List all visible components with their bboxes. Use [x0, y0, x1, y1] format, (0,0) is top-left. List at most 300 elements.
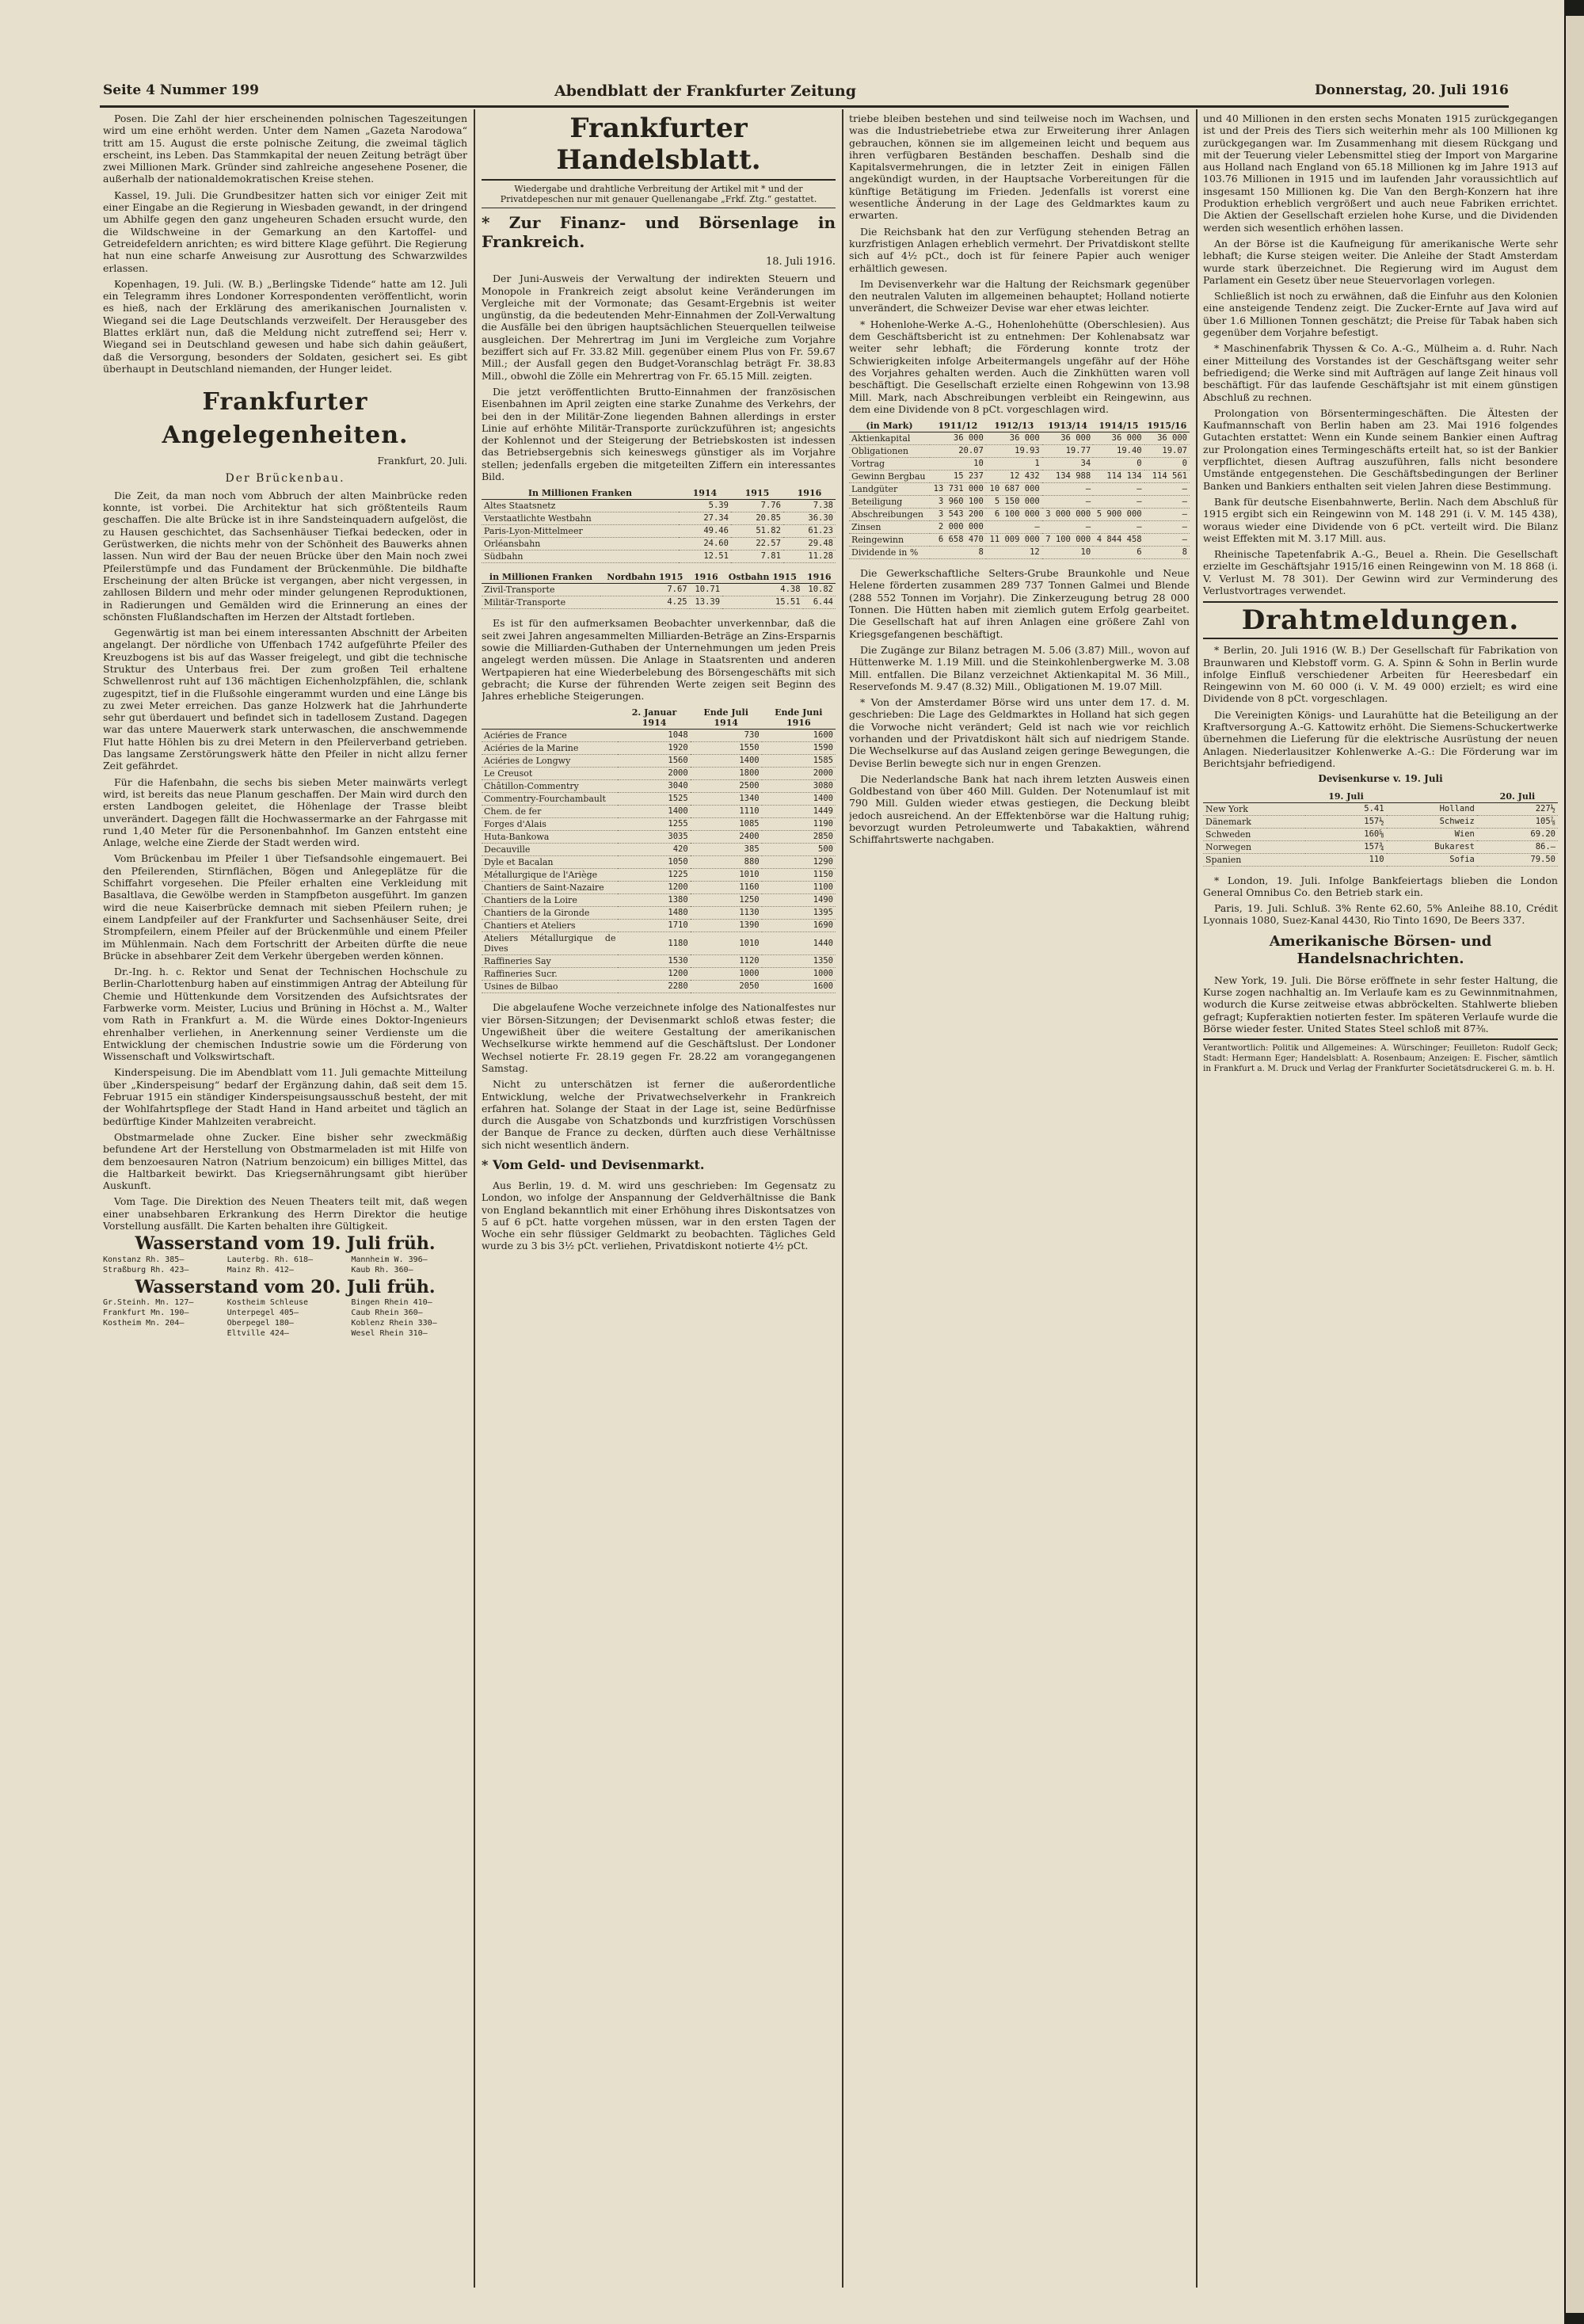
water-level-entry: Frankfurt Mn. 190—	[103, 1308, 189, 1317]
column-handelsblatt	[482, 112, 836, 2291]
table-cell: 1550	[691, 742, 762, 755]
row-label: Decauville	[482, 844, 618, 856]
table-cell: 6 658 470	[930, 534, 986, 547]
table-row	[849, 471, 1190, 483]
table-cell: 1600	[762, 730, 836, 742]
row-label: Usines de Bilbao	[482, 981, 618, 993]
table-cell: 15.51	[722, 596, 803, 609]
table-row	[1203, 828, 1558, 840]
page-number-header: Seite 4 Nummer 199	[103, 82, 259, 98]
table-body	[1203, 802, 1558, 866]
table-cell: 1010	[691, 932, 762, 955]
table-row	[482, 920, 836, 932]
table-cell: 3035	[618, 831, 690, 844]
table-cell: 1490	[762, 894, 836, 907]
water-level-heading: Wasserstand vom 19. Juli früh.	[135, 1233, 436, 1255]
table-cell: 8	[930, 547, 986, 559]
table-header: Ende Juni 1916	[762, 707, 836, 730]
table-cell: 1600	[762, 981, 836, 993]
water-level-entry: Unterpegel 405—	[227, 1308, 299, 1317]
table-cell: 3 000 000	[1042, 509, 1093, 521]
article-kopenhagen: Kopenhagen, 19. Juli. (W. B.) „Berlingske Tidende“ hatte am 12. Juli ein Telegramm ihres Londoner Korrespondenten veröffentlicht, worin es hieß, nach der Erklärung des amerikanischen Journalisten v. Wiegand sei die Lage Deutschlands verzweifelt. Der Herausgeber des Blattes erklärt nun, daß die Meldung nicht zutreffend sei; Herr v. Wiegand sei in Deutschland gewesen und habe sich dahin geäußert, daß die Versorgung, besonders der Soldaten, gesichert sei. Es gibt überhaupt in Deutschland niemanden, der Hunger leidet.	[103, 277, 467, 375]
row-label: Ateliers Métallurgique de Dives	[482, 932, 618, 955]
article-paragraph: Die Zeit, da man noch vom Abbruch der alten Mainbrücke reden konnte, ist vorbei. Die Architektur hat sich größtenteils Raum geschaffen. Die alte Brücke ist in ihre Sandsteinquadern aufgelöst, die zu Hausen geschichtet, das Sachsenhäuser Tiefkai bedecken, oder in Gerüstwerken, die nichts mehr von der Schönheit des Bauwerks ahnen lassen. Nun wird der Bau der neuen Brücke über den Main noch zwei Pfeilerstümpfe und das Fundament der Brückenmühle. Die bildhafte Erscheinung der alten Brücke ist vergangen, aber nicht vergessen, in zahllosen Bildern und mehr oder minder gelungenen Reproduktionen, in Radierungen und Gemälden wird die Erinnerung an eines der schönsten Flußlandschaften im Herzen der Altstadt fortleben.	[103, 489, 467, 623]
table-row	[849, 483, 1190, 496]
water-level-entry: Gr.Steinh. Mn. 127—	[103, 1297, 194, 1307]
row-label: Norwegen	[1203, 840, 1305, 853]
row-label: Chem. de fer	[482, 806, 618, 818]
table-cell: 5 150 000	[986, 496, 1042, 509]
water-level-entry: Wesel Rhein 310—	[351, 1328, 428, 1338]
table-cell: —	[1144, 483, 1190, 496]
railway-revenue-table	[482, 487, 836, 563]
table-cell: 19.77	[1042, 445, 1093, 458]
table-row	[482, 955, 836, 968]
table-row	[482, 907, 836, 920]
row-label: Reingewinn	[849, 534, 930, 547]
article-title: * Zur Finanz- und Börsenlage in Frankreich.	[482, 213, 836, 251]
table-cell: 2500	[691, 780, 762, 793]
telegram-item: New York, 19. Juli. Die Börse eröffnete in sehr fester Haltung, die Kurse zogen nachhaltig an. Im Verlaufe kam es zu Gewinnmitnahmen, wodurch die Kurse zeitweise etwas abbröckelten. Stahlwerte blieben gefragt; Kupferaktien notierten fester. Im späteren Verlaufe wurde die Börse wieder fester. United States Steel schloß mit 87⅜.	[1203, 973, 1558, 1034]
table-header: 1913/14	[1042, 420, 1093, 432]
table-cell: 1290	[762, 856, 836, 869]
column-rule	[474, 109, 475, 2288]
table-cell: 1010	[691, 869, 762, 882]
table-cell: 4 844 458	[1093, 534, 1144, 547]
table-cell: 11 009 000	[986, 534, 1042, 547]
table-row	[482, 932, 836, 955]
table-cell: 3 960 100	[930, 496, 986, 509]
article-paragraph: Aus Berlin, 19. d. M. wird uns geschrieben: Im Gegensatz zu London, wo infolge der Anspannung der Geldverhältnisse die Bank von England bekanntlich mit einer Erhöhung ihres Diskontsatzes von 5 auf 6 pCt. hatte vorgehen müssen, war in den ersten Tagen der Woche ein sehr flüssiger Geldmarkt zu beobachten. Tägliches Geld wurde zu 3 bis 3½ pCt. verliehen, Privatdiskont notierte 4½ pCt.	[482, 1179, 836, 1252]
table-header: 1916	[783, 487, 836, 500]
table-cell: —	[1144, 521, 1190, 534]
table-cell: 1200	[618, 882, 690, 894]
water-level-entry: Mannheim W. 396—	[351, 1255, 428, 1264]
row-label: Landgüter	[849, 483, 930, 496]
table-row	[849, 458, 1190, 471]
table-row	[849, 509, 1190, 521]
table-cell: 110	[1305, 853, 1386, 866]
table-header: 1912/13	[986, 420, 1042, 432]
table-header: 19. Juli	[1305, 791, 1386, 803]
article-paragraph: Vom Brückenbau im Pfeiler 1 über Tiefsandsohle eingemauert. Bei den Pfeilerenden, Stirnflächen, Bögen und Anlegeplätze für die Schiffahrt vorgesehen. Die Pfeiler erhalten eine Verkleidung mit Basaltlava, die Gewölbe werden in Stampfbeton ausgeführt. Im ganzen wird die neue Kaiserbrücke demnach mit sieben Pfeilern ruhen; je einem Landpfeiler auf der Frankfurter und Sachsenhäuser Seite, drei Strompfeilern, einem Pfeiler auf der Brückenmühle und einem Pfeiler im Mühlenmain. Nach dem Fortschritt der Arbeiten dürfte die neue Brücke in absehbarer Zeit dem Verkehr übergeben werden können.	[103, 852, 467, 962]
table-cell: 1200	[618, 968, 690, 981]
table-cell: 1255	[618, 818, 690, 831]
article-paragraph: Im Devisenverkehr war die Haltung der Reichsmark gegenüber den neutralen Valuten im allgemeinen behauptet; Holland notierte unverändert, die Schweizer Devise war eher etwas leichter.	[849, 277, 1190, 314]
table-row	[482, 780, 836, 793]
row-label: Abschreibungen	[849, 509, 930, 521]
table-cell: 7 100 000	[1042, 534, 1093, 547]
water-level-entry: Caub Rhein 360—	[351, 1308, 423, 1317]
table-cell: 3080	[762, 780, 836, 793]
table-row	[482, 768, 836, 780]
table-row	[482, 968, 836, 981]
table-cell: Holland	[1387, 802, 1477, 815]
table-cell: 86.—	[1477, 840, 1558, 853]
article-prolongation: Prolongation von Börsentermingeschäften. Die Ältesten der Kaufmannschaft von Berlin haben am 23. Mai 1916 folgendes Gutachten erstattet: Wenn ein Kunde seinem Bankier einen Auftrag zur Prolongation eines Termingeschäfts erteilt hat, so ist der Bankier verpflichtet, diesen Auftrag auszuführen, falls nicht besondere Umstände entgegenstehen. Die Geschäftsbedingungen der Berliner Banken und Bankiers enthalten seit vielen Jahren diese Bestimmung.	[1203, 406, 1558, 492]
row-label: Aciéries de France	[482, 730, 618, 742]
water-level-entry: Kaub Rh. 360—	[351, 1265, 413, 1274]
table-cell: 0	[1093, 458, 1144, 471]
article-thyssen: * Maschinenfabrik Thyssen & Co. A.-G., Mülheim a. d. Ruhr. Nach einer Mitteilung des Vorstandes ist der Geschäftsgang weiter sehr befriedigend; die Werke sind mit Aufträgen auf lange Zeit hinaus voll beschäftigt. Für das laufende Geschäftsjahr ist mit einem günstigen Abschluß zu rechnen.	[1203, 342, 1558, 403]
row-label: Südbahn	[482, 551, 679, 563]
table-header: in Millionen Franken	[482, 571, 600, 584]
table-cell: 10	[930, 458, 986, 471]
table-cell: 36 000	[1144, 432, 1190, 445]
water-level-table	[103, 1255, 467, 1275]
table-cell: 5 900 000	[1093, 509, 1144, 521]
table-cell: 1400	[691, 755, 762, 768]
table-cell: 1800	[691, 768, 762, 780]
water-level-entry: Oberpegel 180—	[227, 1318, 294, 1328]
row-label: Dyle et Bacalan	[482, 856, 618, 869]
row-label: Altes Staatsnetz	[482, 500, 679, 512]
telegram-item: * London, 19. Juli. Infolge Bankfeiertags blieben die London General Omnibus Co. den Betrieb stark ein.	[1203, 874, 1558, 898]
table-cell: 2000	[618, 768, 690, 780]
table-header: 1911/12	[930, 420, 986, 432]
table-cell: 10	[1042, 547, 1093, 559]
row-label: Métallurgique de l'Ariège	[482, 869, 618, 882]
table-cell: 36 000	[1093, 432, 1144, 445]
table-cell: 730	[691, 730, 762, 742]
row-label: Spanien	[1203, 853, 1305, 866]
table-row	[849, 547, 1190, 559]
handelsblatt-title: Frankfurter Handelsblatt.	[482, 112, 836, 181]
table-row	[482, 981, 836, 993]
table-header: 1914/15	[1093, 420, 1144, 432]
table-row	[849, 534, 1190, 547]
table-row	[482, 525, 836, 538]
dateline: Frankfurt, 20. Juli.	[377, 455, 467, 467]
table-cell: 20.85	[731, 512, 783, 525]
table-cell: 1050	[618, 856, 690, 869]
table-cell: 8	[1144, 547, 1190, 559]
table-cell: 13.39	[690, 596, 722, 609]
row-label: Commentry-Fourchambault	[482, 793, 618, 806]
article-paragraph: Die abgelaufene Woche verzeichnete infolge des Nationalfestes nur vier Börsen-Sitzungen; der Devisenmarkt schloß etwas fester; die Ungewißheit über die weitere Gestaltung der amerikanischen Wechselkurse wirkte hemmend auf die Geschäftslust. Der Londoner Wechsel notierte Fr. 28.19 gegen Fr. 28.22 am vorangegangenen Samstag.	[482, 1001, 836, 1074]
table-cell: Bukarest	[1387, 840, 1477, 853]
table-row	[1203, 853, 1558, 866]
water-level-heading: Wasserstand vom 20. Juli früh.	[135, 1276, 436, 1297]
row-label: Chantiers et Ateliers	[482, 920, 618, 932]
table-cell: 7.67	[600, 584, 690, 596]
table-cell: 1150	[762, 869, 836, 882]
table-cell: 4.38	[722, 584, 803, 596]
table-cell: 500	[762, 844, 836, 856]
table-cell: 36 000	[930, 432, 986, 445]
table-row	[482, 584, 836, 596]
table-cell: 49.46	[679, 525, 731, 538]
table-cell: Schweiz	[1387, 815, 1477, 828]
table-cell: —	[1042, 496, 1093, 509]
telegram-item: * Berlin, 20. Juli 1916 (W. B.) Der Gesellschaft für Fabrikation von Braunwaren und Klebstoff vorm. G. A. Spinn & Sohn in Berlin wurde infolge Einfluß verschiedener Arbeiten für Heeresbedarf ein Reingewinn von M. 60 000 (i. V. M. 49 000) erzielt; es wird eine Dividende von 8 pCt. vorgeschlagen.	[1203, 644, 1558, 705]
table-row	[482, 882, 836, 894]
date-header: Donnerstag, 20. Juli 1916	[1315, 82, 1509, 98]
table-cell: 69.20	[1477, 828, 1558, 840]
table-cell: 1048	[618, 730, 690, 742]
table-cell: 4.25	[600, 596, 690, 609]
table-cell: 105⅞	[1477, 815, 1558, 828]
water-level-entry: Konstanz Rh. 385—	[103, 1255, 185, 1264]
table-cell: 2850	[762, 831, 836, 844]
table-cell: 36 000	[986, 432, 1042, 445]
row-label: Schweden	[1203, 828, 1305, 840]
table-row	[482, 869, 836, 882]
table-cell: 1190	[762, 818, 836, 831]
table-cell: 1120	[691, 955, 762, 968]
row-label: Aktienkapital	[849, 432, 930, 445]
table-cell: 1400	[762, 793, 836, 806]
water-level-entry: Mainz Rh. 412—	[227, 1265, 294, 1274]
article-paragraph: Die Reichsbank hat den zur Verfügung stehenden Betrag an kurzfristigen Anlagen erheblich vermehrt. Der Privatdiskont stellte sich auf 4½ pCt., doch ist für feinere Papier auch weniger erhältlich gewesen.	[849, 225, 1190, 274]
table-cell: 2280	[618, 981, 690, 993]
table-cell: 79.50	[1477, 853, 1558, 866]
table-header: Nordbahn 1915	[600, 571, 690, 584]
table-row	[1203, 815, 1558, 828]
table-cell: 1525	[618, 793, 690, 806]
share-price-table	[482, 707, 836, 993]
table-cell: 1160	[691, 882, 762, 894]
table-cell: 157¾	[1305, 840, 1386, 853]
row-label: Dividende in %	[849, 547, 930, 559]
table-cell: —	[1144, 534, 1190, 547]
table-cell: 6.44	[803, 596, 836, 609]
table-cell: 1585	[762, 755, 836, 768]
table-cell: 34	[1042, 458, 1093, 471]
article-paragraph: Die Gewerkschaftliche Selters-Grube Braunkohle und Neue Helene förderten zusammen 289 737 Tonnen Galmei und Blende (288 552 Tonnen im Vorjahr). Die Zinkerzeugung betrug 28 000 Tonnen. Die Hütten haben mit ziemlich gutem Erfolg gearbeitet. Die Gesellschaft hat auf ihren Anlagen eine größere Zahl von Kriegsgefangenen beschäftigt.	[849, 567, 1190, 640]
adjacent-page-edge	[1564, 16, 1584, 2313]
table-cell: 134 988	[1042, 471, 1093, 483]
table-row	[482, 894, 836, 907]
table-cell: 1350	[762, 955, 836, 968]
table-cell: 1000	[691, 968, 762, 981]
table-cell: 61.23	[783, 525, 836, 538]
article-paragraph: An der Börse ist die Kaufneigung für amerikanische Werte sehr lebhaft; die Kurse steigen weiter. Die Anleihe der Stadt Amsterdam wurde stark überzeichnet. Die Regierung wird im August dem Parlament ein Gesetz über neue Steuervorlagen vorlegen.	[1203, 237, 1558, 286]
dateline: 18. Juli 1916.	[765, 256, 836, 268]
table-cell: 12.51	[679, 551, 731, 563]
water-level-table	[103, 1298, 467, 1339]
reprint-notice: Wiedergabe und drahtliche Verbreitung der Artikel mit * und der Privatdepeschen nur mit genauer Quellenangabe „Frkf. Ztg.“ gestattet.	[482, 184, 836, 208]
article-posen: Posen. Die Zahl der hier erscheinenden polnischen Tageszeitungen wird um eine erhöht werden. Unter dem Namen „Gazeta Narodowa“ tritt am 15. August die erste polnische Zeitung, die zweimal täglich erscheint, ins Leben. Das Stammkapital der neuen Zeitung beträgt über zwei Millionen Mark. Gründer sind zahlreiche angesehene Posener, die außerhalb der nationaldemokratischen Kreise stehen.	[103, 112, 467, 185]
table-cell: 227½	[1477, 802, 1558, 815]
article-amsterdam: * Von der Amsterdamer Börse wird uns unter dem 17. d. M. geschrieben: Die Lage des Geldmarktes in Holland hat sich gegen die Vorwoche nicht verändert; Geld ist nach wie vor reichlich vorhanden und der Privatdiskont hält sich auf niedrigem Stande. Die Wechselkurse auf das Ausland zeigen geringe Bewegungen, die Devise Berlin bewegte sich nur in engen Grenzen.	[849, 696, 1190, 769]
table-row	[849, 521, 1190, 534]
table-header: (in Mark)	[849, 420, 930, 432]
row-label: Orléansbahn	[482, 538, 679, 551]
table-cell: 27.34	[679, 512, 731, 525]
row-label: Raffineries Say	[482, 955, 618, 968]
table-cell: 1400	[618, 806, 690, 818]
table-cell: 420	[618, 844, 690, 856]
table-cell: 51.82	[731, 525, 783, 538]
table-header: 1915/16	[1144, 420, 1190, 432]
table-cell: —	[1093, 496, 1144, 509]
newspaper-title: Abendblatt der Frankfurter Zeitung	[554, 82, 857, 100]
table-cell: 1920	[618, 742, 690, 755]
table-row	[849, 445, 1190, 458]
table-cell: 13 731 000	[930, 483, 986, 496]
row-label: Chantiers de la Loire	[482, 894, 618, 907]
article-eisenbahnwerte: Bank für deutsche Eisenbahnwerte, Berlin. Nach dem Abschluß für 1915 ergibt sich ein Reingewinn von M. 148 291 (i. V. M. 145 438), woraus wieder eine Dividende von 6 pCt. verteilt wird. Die Bilanz weist Effekten mit M. 3.17 Mill. aus.	[1203, 495, 1558, 544]
table-cell: 1560	[618, 755, 690, 768]
table-cell: 160⅝	[1305, 828, 1386, 840]
table-cell: 19.07	[1144, 445, 1190, 458]
table-cell: 7.81	[731, 551, 783, 563]
row-label: Zivil-Transporte	[482, 584, 600, 596]
table-cell: 24.60	[679, 538, 731, 551]
table-cell: 1340	[691, 793, 762, 806]
telegram-item: Paris, 19. Juli. Schluß. 3% Rente 62.60, 5% Anleihe 88.10, Crédit Lyonnais 1080, Suez-Kanal 4430, Rio Tinto 1690, De Beers 337.	[1203, 902, 1558, 927]
row-label: Verstaatlichte Westbahn	[482, 512, 679, 525]
section-heading: Frankfurter Angelegenheiten.	[162, 388, 409, 450]
article-doctor: Dr.-Ing. h. c. Rektor und Senat der Technischen Hochschule zu Berlin-Charlottenburg haben auf einstimmigen Antrag der Abteilung für Chemie und Hüttenkunde dem Vorsitzenden des Aufsichtsrates der Farbwerke vorm. Meister, Lucius und Brüning in Höchst a. M., Walter vom Rath in Frankfurt a. M. die Würde eines Doktor-Ingenieurs ehrenhalber verliehen, in Anerkennung seiner Verdienste um die Entwicklung der chemischen Industrie sowie um die Förderung von Wissenschaft und Volkswirtschaft.	[103, 966, 467, 1063]
table-cell: 1	[986, 458, 1042, 471]
table-row	[482, 512, 836, 525]
table-header	[1387, 791, 1477, 803]
table-cell: 2000	[762, 768, 836, 780]
table-header: Ostbahn 1915	[722, 571, 803, 584]
table-cell: 1085	[691, 818, 762, 831]
row-label: Militär-Transporte	[482, 596, 600, 609]
water-level-entry: Eltville 424—	[227, 1328, 289, 1338]
row-label: Huta-Bankowa	[482, 831, 618, 844]
table-body	[849, 432, 1190, 559]
row-label: Chantiers de Saint-Nazaire	[482, 882, 618, 894]
table-header: 2. Januar 1914	[618, 707, 690, 730]
table-row	[482, 500, 836, 512]
row-label: Chantiers de la Gironde	[482, 907, 618, 920]
row-label: Aciéries de la Marine	[482, 742, 618, 755]
table-cell: —	[1042, 483, 1093, 496]
table-cell: 36 000	[1042, 432, 1093, 445]
table-cell: Wien	[1387, 828, 1477, 840]
hohenlohe-results-table	[849, 420, 1190, 559]
article-tapetenfabrik: Rheinische Tapetenfabrik A.-G., Beuel a. Rhein. Die Gesellschaft erzielte im Geschäftsjahr 1915/16 einen Reingewinn von M. 18 868 (i. V. Verlust M. 78 301). Der Gewinn wird zur Verminderung des Verlustvortrages verwendet.	[1203, 548, 1558, 596]
table-header: In Millionen Franken	[482, 487, 679, 500]
article-paragraph: Schließlich ist noch zu erwähnen, daß die Einfuhr aus den Kolonien eine ansteigende Tendenz zeigt. Die Zucker-Ernte auf Java wird auf über 1.6 Millionen Tonnen geschätzt; die Preise für Tabak haben sich gegenüber dem Vorjahre befestigt.	[1203, 290, 1558, 339]
table-header: 20. Juli	[1477, 791, 1558, 803]
table-cell: 2400	[691, 831, 762, 844]
table-row	[482, 844, 836, 856]
table-title: Devisenkurse v. 19. Juli	[1318, 773, 1443, 785]
table-cell: 5.41	[1305, 802, 1386, 815]
article-paragraph: Die jetzt veröffentlichten Brutto-Einnahmen der französischen Eisenbahnen im April zeigten eine starke Zunahme des Verkehrs, der bei den in der Militär-Zone liegenden Bahnen allerdings in erster Linie auf erhöhte Militär-Transporte zurückzuführen ist; angesichts der Kohlennot und der Steigerung der Betriebskosten ist indessen das Betriebsergebnis sich keineswegs günstiger als im Vorjahre stellen; jedenfalls ergeben die mitgeteilten Ziffern ein interessantes Bild.	[482, 385, 836, 483]
table-cell: 15 237	[930, 471, 986, 483]
table-row	[482, 818, 836, 831]
table-row	[482, 730, 836, 742]
table-cell: 1390	[691, 920, 762, 932]
table-cell: 19.93	[986, 445, 1042, 458]
row-label: Beteiligung	[849, 496, 930, 509]
table-cell: 29.48	[783, 538, 836, 551]
table-row	[482, 596, 836, 609]
table-header: 1914	[679, 487, 731, 500]
row-label: Obligationen	[849, 445, 930, 458]
table-cell: 1440	[762, 932, 836, 955]
table-cell: 157½	[1305, 815, 1386, 828]
water-level-entry: Bingen Rhein 410—	[351, 1297, 432, 1307]
article-hohenlohe: * Hohenlohe-Werke A.-G., Hohenlohehütte (Oberschlesien). Aus dem Geschäftsbericht ist zu entnehmen: Der Kohlenabsatz war weiter sehr lebhaft; die Förderung konnte trotz der Schwierigkeiten infolge Arbeitermangels ungefähr auf der Höhe des Vorjahres gehalten werden. Auch die Zinkhütten waren voll beschäftigt. Die Gesellschaft erzielte einen Rohgewinn von 13.98 Mill. Mark, nach Abschreibungen verbleibt ein Reingewinn, aus dem eine Dividende von 8 pCt. vorgeschlagen wird.	[849, 318, 1190, 415]
table-row	[482, 831, 836, 844]
water-level-entry: Kostheim Schleuse	[227, 1297, 309, 1307]
table-cell: —	[1144, 496, 1190, 509]
article-paragraph: Der Juni-Ausweis der Verwaltung der indirekten Steuern und Monopole in Frankreich zeigt absolut keine Veränderungen im Vergleiche mit der Vormonate; das Gesamt-Ergebnis ist weiter ungünstig, da die bedeutenden Mehr-Einnahmen der Zoll-Verwaltung die Ausfälle bei den übrigen hauptsächlichen Steuerquellen teilweise ausgleichen. Der Mehrertrag im Juni im Vergleiche zum Vorjahre beziffert sich auf Fr. 33.82 Mill. gegenüber einem Plus von Fr. 59.67 Mill.; der Ausfall gegen den Budget-Voranschlag beträgt Fr. 38.83 Mill., obwohl die Zölle ein Mehrertrag von Fr. 65.15 Mill. zeigten.	[482, 272, 836, 382]
row-label: Aciéries de Longwy	[482, 755, 618, 768]
article-kassel: Kassel, 19. Juli. Die Grundbesitzer hatten sich vor einiger Zeit mit einer Eingabe an die Regierung in Wiesbaden gewandt, in der dringend um Abhilfe gegen den ganz ungeheuren Schaden ersucht wurde, den die Wildschweine in der Gemarkung an den Kartoffel- und Getreidefeldern anrichten; es wird bittere Klage geführt. Die Regierung hat nun eine scharfe Anweisung zur Ausrottung des Schwarzwildes erlassen.	[103, 189, 467, 274]
table-cell: —	[986, 521, 1042, 534]
table-cell: 1590	[762, 742, 836, 755]
table-cell: 0	[1144, 458, 1190, 471]
table-cell: 1449	[762, 806, 836, 818]
table-cell: 2050	[691, 981, 762, 993]
table-body	[482, 500, 836, 563]
telegram-item: Die Vereinigten Königs- und Laurahütte hat die Beteiligung an der Kraftversorgung A.-G. Kattowitz erhöht. Die Siemens-Schuckertwerke übernehmen die Lieferung für die elektrische Ausrüstung der neuen Anlagen. Niederlausitzer Kohlenwerke A.-G.: Die Förderung war im Berichtsjahr befriedigend.	[1203, 708, 1558, 769]
table-cell: 385	[691, 844, 762, 856]
table-cell: 10 687 000	[986, 483, 1042, 496]
row-label: Paris-Lyon-Mittelmeer	[482, 525, 679, 538]
row-label: Zinsen	[849, 521, 930, 534]
table-header: Ende Juli 1914	[691, 707, 762, 730]
row-label: Dänemark	[1203, 815, 1305, 828]
article-paragraph: Nicht zu unterschätzen ist ferner die außerordentliche Entwicklung, welche der Privatwechselverkehr in Frankreich erfahren hat. Solange der Staat in der Lage ist, seine Bedürfnisse durch die Ausgabe von Schatzbonds und kurzfristigen Vorschüssen der Banque de France zu decken, dürften auch diese Verhältnisse sich nicht wesentlich ändern.	[482, 1078, 836, 1151]
article-paragraph: Die Zugänge zur Bilanz betragen M. 5.06 (3.87) Mill., wovon auf Hüttenwerke M. 1.19 Mill. und die Steinkohlenbergwerke M. 3.08 Mill. entfallen. Die Bilanz verzeichnet Aktienkapital M. 36 Mill., Reservefonds M. 9.47 (8.32) Mill., Obligationen M. 19.07 Mill.	[849, 643, 1190, 692]
article-paragraph: Gegenwärtig ist man bei einem interessanten Abschnitt der Arbeiten angelangt. Der nördliche von Uffenbach 1742 aufgeführte Pfeiler des Kreuzbogens ist bis auf das Wasser freigelegt, und gibt die technische Struktur des Unterbaus frei. Der zum großen Teil erhaltene Schwellenrost ruht auf 136 mächtigen Eichenholzpfählen, die, schlank zugespitzt, tief in die Flußsohle eingerammt wurden und eine Länge bis zu zwei Meter erreichen. Das ganze Holzwerk hat die Jahrhunderte sehr gut überdauert und befindet sich in tadellosem Zustand. Dagegen war das untere Mauerwerk stark unterwaschen, die anschwemmende Flut hatte Höhlen bis zu drei Metern in den Pfeilerverband getrieben. Das langsame Zerstörungswerk hätte den Pfeiler in nicht allzu ferner Zeit gefährdet.	[103, 627, 467, 772]
column-local-news	[103, 112, 467, 2291]
table-row	[482, 793, 836, 806]
table-cell: 1000	[762, 968, 836, 981]
table-cell: 1250	[691, 894, 762, 907]
table-cell: 1110	[691, 806, 762, 818]
table-cell: —	[1093, 483, 1144, 496]
table-cell: 7.38	[783, 500, 836, 512]
article-paragraph: Es ist für den aufmerksamen Beobachter unverkennbar, daß die seit zwei Jahren angesammelten Milliarden-Beträge an Zins-Ersparnis sowie die Milliarden-Guthaben der Unternehmungen um jeden Preis angelegt werden müssen. Die Anlage in Staatsrenten und anderen Wertpapieren hat eine Wiederbelebung des Börsengeschäfts mit sich gebracht; die Kurse der führenden Werte zeigen seit Beginn des Jahres erhebliche Steigerungen.	[482, 617, 836, 703]
row-label: Vortrag	[849, 458, 930, 471]
article-paragraph: Die Nederlandsche Bank hat nach ihrem letzten Ausweis einen Goldbestand von über 460 Mill. Gulden. Der Notenumlauf ist mit 790 Mill. Gulden wieder etwas gestiegen, die Deckung bleibt jedoch ausreichend. An der Effektenbörse war die Haltung ruhig; bevorzugt wurden Petroleumwerte und Tabakaktien, während Schiffahrtswerte nachgaben.	[849, 772, 1190, 846]
row-label: Forges d'Alais	[482, 818, 618, 831]
row-label: Raffineries Sucr.	[482, 968, 618, 981]
table-cell: 1710	[618, 920, 690, 932]
table-cell: 1130	[691, 907, 762, 920]
telegrams-heading: Drahtmeldungen.	[1203, 601, 1558, 639]
table-cell: 12	[986, 547, 1042, 559]
row-label: Gewinn Bergbau	[849, 471, 930, 483]
table-cell: 20.07	[930, 445, 986, 458]
table-cell: 1480	[618, 907, 690, 920]
table-cell: —	[1144, 509, 1190, 521]
article-title: * Vom Geld- und Devisenmarkt.	[482, 1156, 705, 1172]
column-telegrams	[1203, 112, 1558, 2291]
imprint: Verantwortlich: Politik und Allgemeines: A. Würschinger; Feuilleton: Rudolf Geck; Stadt: Hermann Eger; Handelsblatt: A. Rosenbaum; Anzeigen: E. Fischer, sämtlich in Frankfurt a. M. Druck und Verlag der Frankfurter Societätsdruckerei G. m. b. H.	[1203, 1038, 1558, 1074]
table-row	[482, 742, 836, 755]
table-row	[482, 856, 836, 869]
article-marmelade: Obstmarmelade ohne Zucker. Eine bisher sehr zweckmäßig befundene Art der Herstellung von Obstmarmeladen ist mit Hilfe von dem benzoesauren Natron (Natrium benzoicum) ein billiges Mittel, das die Haltbarkeit bewirkt. Das Kriegsernährungsamt gibt hierüber Auskunft.	[103, 1130, 467, 1192]
table-cell: 7.76	[731, 500, 783, 512]
table-row	[1203, 802, 1558, 815]
article-paragraph: und 40 Millionen in den ersten sechs Monaten 1915 zurückgegangen ist und der Preis des Tiers sich weiterhin mehr als 100 Millionen kg zurückgegangen war. Im Zusammenhang mit diesem Rückgang und mit der Teuerung vieler Lebensmittel stieg der Import von Margarine aus Holland nach England von 65.18 Millionen kg im Jahre 1913 auf 103.76 Millionen in 1915 und im laufenden Jahr voraussichtlich auf insgesamt 150 Millionen kg. Die Van den Bergh-Konzern hat ihre Produktion erheblich vergrößert und auch neue Fabriken errichtet. Die Aktien der Gesellschaft erzielen hohe Kurse, und die Dividenden werden sich wesentlich erhöhen lassen.	[1203, 112, 1558, 234]
table-cell: 880	[691, 856, 762, 869]
table-cell: 1690	[762, 920, 836, 932]
table-cell: 2 000 000	[930, 521, 986, 534]
table-cell: 1530	[618, 955, 690, 968]
water-level-entry	[103, 1329, 219, 1339]
table-cell: 11.28	[783, 551, 836, 563]
table-row	[849, 432, 1190, 445]
table-cell: —	[1093, 521, 1144, 534]
table-cell: 19.40	[1093, 445, 1144, 458]
table-row	[482, 755, 836, 768]
column-business	[849, 112, 1190, 2291]
table-cell: —	[1042, 521, 1093, 534]
